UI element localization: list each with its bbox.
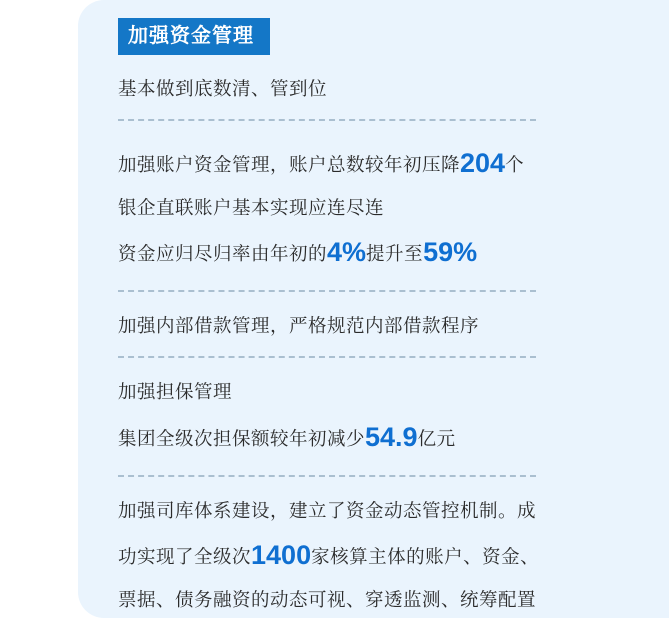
text-line	[118, 226, 638, 279]
text-run: 个	[505, 154, 525, 176]
highlight-number: 204	[460, 148, 506, 179]
dashed-divider	[118, 475, 536, 477]
text-line	[118, 493, 638, 529]
text-run: 加强内部借款管理，严格规范内部借款程序	[118, 315, 480, 337]
text-line	[118, 374, 638, 410]
panel-title: 加强资金管理	[118, 18, 270, 55]
text-block	[118, 493, 638, 618]
sections-container	[118, 71, 638, 618]
text-run: 加强担保管理	[118, 381, 233, 403]
text-line	[118, 137, 638, 190]
text-run: 亿元	[417, 427, 456, 449]
text-run: 资金应归尽归率由年初的	[118, 242, 328, 264]
dashed-divider	[118, 119, 536, 121]
highlight-number: 1400	[251, 540, 312, 571]
dashed-divider	[118, 356, 536, 358]
text-run: 基本做到底数清、管到位	[118, 78, 328, 99]
text-run: 功实现了全级次	[118, 546, 252, 568]
text-run: 加强账户资金管理，账户总数较年初压降	[118, 154, 461, 176]
text-line	[118, 71, 638, 107]
text-run: 加强司库体系建设，建立了资金动态管控机制。成	[118, 500, 537, 522]
text-run: 银企直联账户基本实现应连尽连	[118, 196, 385, 218]
text-line	[118, 308, 638, 344]
text-line	[118, 411, 638, 464]
highlight-number: 59%	[423, 236, 478, 267]
text-line	[118, 529, 638, 582]
text-block	[118, 308, 638, 344]
dashed-divider	[118, 290, 536, 292]
text-run: 家核算主体的账户、资金、	[311, 546, 540, 568]
text-line	[118, 190, 638, 226]
highlight-number: 4%	[327, 236, 367, 267]
highlight-number: 54.9	[365, 421, 418, 452]
text-block	[118, 137, 638, 278]
text-block	[118, 374, 638, 463]
text-run: 集团全级次担保额较年初减少	[118, 427, 366, 449]
text-run: 票据、债务融资的动态可视、穿透监测、统筹配置	[118, 588, 537, 610]
panel-content	[118, 18, 638, 618]
text-line	[118, 582, 638, 618]
text-block	[118, 71, 638, 107]
text-run: 提升至	[366, 242, 424, 264]
